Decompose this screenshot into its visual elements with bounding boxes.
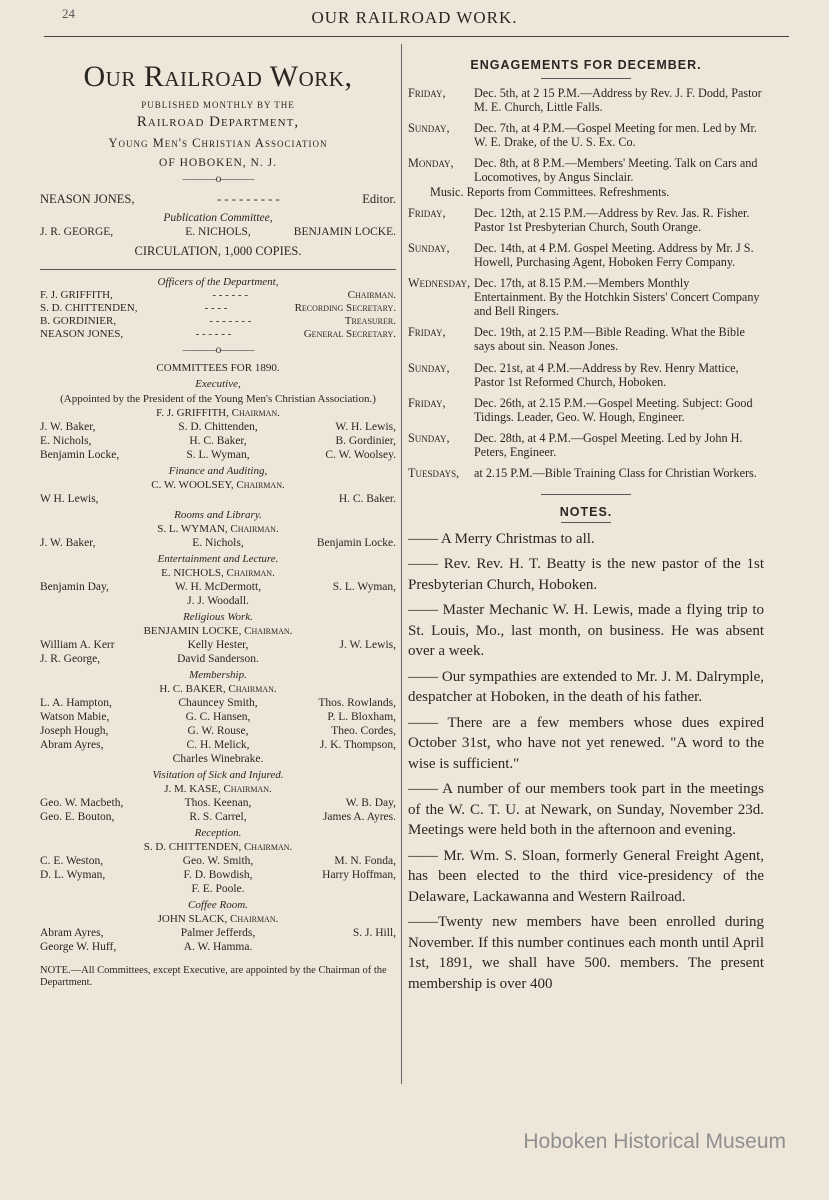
member-name bbox=[277, 653, 396, 665]
member-row bbox=[40, 449, 396, 461]
member-row bbox=[40, 883, 396, 895]
member-name: Geo. W. Smith, bbox=[182, 855, 254, 868]
member-name: Geo. E. Bouton, bbox=[40, 811, 115, 824]
executive-members bbox=[40, 421, 396, 461]
engagement-item bbox=[408, 86, 764, 114]
note-paragraph: —— There are a few members whose dues expired October 31st, who have not yet renewed. "A word to the wise is sufficient." bbox=[408, 714, 764, 772]
member-name: P. L. Bloxham, bbox=[327, 711, 397, 724]
member-name: Thos. Rowlands, bbox=[318, 697, 397, 710]
header-rule bbox=[44, 36, 789, 37]
membership-label: Membership. bbox=[189, 669, 247, 682]
officer-row bbox=[40, 302, 396, 314]
engagement-item bbox=[408, 431, 764, 459]
member-name bbox=[277, 941, 396, 953]
finance-members bbox=[40, 493, 396, 505]
member-name: J. W. Baker, bbox=[40, 421, 96, 434]
engagement-text: Dec. 21st, at 4 P.M.—Address by Rev. Henry Mattice, Pastor 1st Reformed Church, Hoboken. bbox=[474, 360, 739, 389]
member-row bbox=[40, 869, 396, 881]
member-name bbox=[40, 883, 159, 895]
member-name: Abram Ayres, bbox=[40, 927, 104, 940]
engagement-day: Tuesdays, bbox=[408, 465, 460, 480]
member-name: Harry Hoffman, bbox=[322, 869, 397, 882]
member-name: H. C. Baker, bbox=[189, 435, 247, 448]
member-name: C. W. Woolsey. bbox=[325, 449, 397, 462]
member-name: B. Gordinier, bbox=[335, 435, 397, 448]
engagement-text: Dec. 17th, at 8.15 P.M.—Members Monthly Entertainment. By the Hotchkin Sisters' Concert Company and Bell Ringers. bbox=[474, 276, 760, 319]
member-name: S. L. Wyman, bbox=[332, 581, 397, 594]
officer-role: Treasurer. bbox=[344, 315, 396, 327]
member-name: S. L. Wyman, bbox=[186, 449, 250, 462]
coffee-members bbox=[40, 927, 396, 953]
committees-note: NOTE.—All Committees, except Executive, are appointed by the Chairman of the Department. bbox=[40, 965, 387, 989]
engagement-item bbox=[408, 325, 764, 353]
member-name: Kelly Hester, bbox=[187, 639, 249, 652]
member-name bbox=[159, 493, 278, 505]
engagement-day: Monday, bbox=[408, 156, 454, 171]
editor-dashes: - - - - - - - - - bbox=[217, 192, 280, 206]
member-name: H. C. Baker. bbox=[338, 493, 397, 506]
engagement-item bbox=[408, 206, 764, 234]
religious-members bbox=[40, 639, 396, 665]
officer-role: Chairman. bbox=[347, 289, 396, 301]
editor-role: Editor. bbox=[362, 192, 396, 206]
membership-members bbox=[40, 697, 396, 765]
member-name: Watson Mabie, bbox=[40, 711, 110, 724]
member-name: James A. Ayres. bbox=[322, 811, 397, 824]
member-name: Thos. Keenan, bbox=[184, 797, 252, 810]
member-row bbox=[40, 581, 396, 593]
ornament-divider: ———o——— bbox=[182, 171, 254, 185]
engagement-day: Friday, bbox=[408, 395, 446, 410]
notes-heading: NOTES. bbox=[559, 504, 613, 519]
rooms-label: Rooms and Library. bbox=[174, 509, 262, 522]
member-name: G. C. Hansen, bbox=[185, 711, 251, 724]
engagement-day: Sunday, bbox=[408, 360, 450, 375]
publication-committee-label: Publication Committee, bbox=[163, 212, 273, 224]
member-name: W. H. McDermott, bbox=[174, 581, 262, 594]
officer-role: Recording Secretary. bbox=[294, 302, 396, 314]
officer-dashes: - - - - - - bbox=[195, 328, 232, 340]
member-row bbox=[40, 639, 396, 651]
association-name: Young Men's Christian Association bbox=[108, 136, 328, 150]
officer-dashes: - - - - bbox=[204, 302, 228, 314]
membership-chair: H. C. BAKER, Chairman. bbox=[159, 683, 277, 696]
section-rule bbox=[541, 78, 631, 79]
member-name: S. D. Chittenden, bbox=[178, 421, 258, 434]
member-name: J. J. Woodall. bbox=[187, 595, 249, 608]
city-line: OF HOBOKEN, N. J. bbox=[159, 157, 277, 169]
engagement-text: Dec. 19th, at 2.15 P.M—Bible Reading. What the Bible says about sin. Neason Jones. bbox=[474, 325, 745, 354]
committee-member: E. NICHOLS, bbox=[185, 226, 251, 238]
editor-line bbox=[40, 192, 396, 207]
executive-note: (Appointed by the President of the Young Men's Christian Association.) bbox=[60, 393, 376, 405]
member-name: F. D. Bowdish, bbox=[183, 869, 253, 882]
note-paragraph: —— Master Mechanic W. H. Lewis, made a flying trip to St. Louis, Mo., last month, on business. He was absent over a week. bbox=[408, 602, 764, 660]
member-name: C. E. Weston, bbox=[40, 855, 104, 868]
member-row bbox=[40, 653, 396, 665]
section-rule bbox=[561, 522, 611, 523]
reception-members bbox=[40, 855, 396, 895]
engagements-list bbox=[408, 86, 764, 480]
member-name: C. H. Melick, bbox=[186, 739, 250, 752]
member-name: Chauncey Smith, bbox=[178, 697, 258, 710]
left-column bbox=[40, 50, 396, 989]
engagement-day: Sunday, bbox=[408, 121, 450, 136]
member-name bbox=[277, 883, 396, 895]
right-column bbox=[408, 50, 764, 994]
publication-committee bbox=[40, 226, 396, 238]
engagement-day: Sunday, bbox=[408, 430, 450, 445]
member-name: Theo. Cordes, bbox=[331, 725, 397, 738]
member-row bbox=[40, 855, 396, 867]
member-name bbox=[40, 595, 159, 607]
officer-name: S. D. CHITTENDEN, bbox=[40, 302, 138, 314]
note-paragraph: —— Rev. Rev. H. T. Beatty is the new pastor of the 1st Presbyterian Church, Hoboken. bbox=[408, 556, 764, 593]
member-name: George W. Huff, bbox=[40, 941, 117, 954]
page-number: 24 bbox=[62, 6, 75, 21]
engagements-heading: ENGAGEMENTS FOR DECEMBER. bbox=[470, 58, 702, 72]
member-name bbox=[277, 595, 396, 607]
column-divider bbox=[401, 44, 402, 1084]
member-name: J. W. Baker, bbox=[40, 537, 96, 550]
member-name: Benjamin Locke, bbox=[40, 449, 120, 462]
engagement-item bbox=[408, 241, 764, 269]
coffee-label: Coffee Room. bbox=[188, 899, 248, 912]
committees-heading: COMMITTEES FOR 1890. bbox=[156, 362, 280, 374]
rooms-members bbox=[40, 537, 396, 549]
member-name: J. W. Lewis, bbox=[339, 639, 397, 652]
engagement-continuation: Music. Reports from Committees. Refreshments. bbox=[430, 185, 670, 200]
engagement-item bbox=[408, 396, 764, 424]
member-name: E. Nichols, bbox=[40, 435, 92, 448]
officer-row bbox=[40, 328, 396, 340]
section-rule bbox=[40, 269, 396, 270]
engagement-text: Dec. 28th, at 4 P.M.—Gospel Meeting. Led by John H. Peters, Engineer. bbox=[474, 430, 743, 459]
officer-name: NEASON JONES, bbox=[40, 328, 124, 340]
member-name: Joseph Hough, bbox=[40, 725, 109, 738]
note-paragraph: —— Our sympathies are extended to Mr. J. M. Dalrymple, despatcher at Hoboken, in the death of his father. bbox=[408, 668, 764, 706]
religious-chair: BENJAMIN LOCKE, Chairman. bbox=[143, 625, 293, 638]
member-name: David Sanderson. bbox=[177, 653, 259, 666]
member-row bbox=[40, 421, 396, 433]
department-name: Railroad Department, bbox=[136, 114, 300, 130]
member-row bbox=[40, 537, 396, 549]
officer-name: B. GORDINIER, bbox=[40, 315, 117, 327]
member-row bbox=[40, 725, 396, 737]
member-name: G. W. Rouse, bbox=[187, 725, 249, 738]
member-name: Benjamin Day, bbox=[40, 581, 109, 594]
member-name: William A. Kerr bbox=[40, 639, 115, 652]
engagement-item bbox=[408, 121, 764, 149]
member-name: A. W. Hamma. bbox=[183, 941, 253, 954]
member-row bbox=[40, 595, 396, 607]
member-row bbox=[40, 739, 396, 751]
officer-role: General Secretary. bbox=[303, 328, 396, 340]
engagement-text: at 2.15 P.M.—Bible Training Class for Christian Workers. bbox=[474, 465, 757, 480]
coffee-chair: JOHN SLACK, Chairman. bbox=[157, 913, 279, 926]
museum-watermark: Hoboken Historical Museum bbox=[523, 1130, 786, 1153]
member-name: Benjamin Locke. bbox=[316, 537, 397, 550]
member-row bbox=[40, 753, 396, 765]
member-row bbox=[40, 697, 396, 709]
member-row bbox=[40, 797, 396, 809]
reception-label: Reception. bbox=[194, 827, 242, 840]
member-name: Charles Winebrake. bbox=[172, 753, 264, 766]
religious-label: Religious Work. bbox=[183, 611, 253, 624]
engagement-day: Friday, bbox=[408, 206, 446, 221]
member-row bbox=[40, 811, 396, 823]
executive-label: Executive, bbox=[195, 378, 241, 390]
sick-chair: J. M. KASE, Chairman. bbox=[164, 783, 272, 796]
member-name: M. N. Fonda, bbox=[334, 855, 397, 868]
published-line: PUBLISHED MONTHLY BY THE bbox=[141, 100, 295, 110]
member-name: J. R. George, bbox=[40, 653, 101, 666]
finance-chair: C. W. WOOLSEY, Chairman. bbox=[151, 479, 285, 492]
sick-label: Visitation of Sick and Injured. bbox=[152, 769, 284, 782]
member-name: E. Nichols, bbox=[192, 537, 244, 550]
member-name: D. L. Wyman, bbox=[40, 869, 106, 882]
engagement-text: Dec. 14th, at 4 P.M. Gospel Meeting. Address by Mr. J S. Howell, Purchasing Agent, Hoboken Ferry Company. bbox=[474, 241, 754, 270]
running-head: OUR RAILROAD WORK. bbox=[311, 8, 518, 27]
note-paragraph: ——Twenty new members have been enrolled during November. If this number continues each month until April 1st, 1891, we shall have 500. members. The present membership is over 400 bbox=[408, 914, 764, 992]
engagement-item bbox=[408, 276, 764, 318]
entertainment-members bbox=[40, 581, 396, 607]
member-row bbox=[40, 927, 396, 939]
member-name: F. E. Poole. bbox=[191, 883, 245, 896]
officer-row bbox=[40, 289, 396, 301]
engagement-item bbox=[408, 156, 764, 184]
executive-chair: F. J. GRIFFITH, Chairman. bbox=[156, 407, 280, 420]
member-row bbox=[40, 941, 396, 953]
rooms-chair: S. L. WYMAN, Chairman. bbox=[157, 523, 279, 536]
reception-chair: S. D. CHITTENDEN, Chairman. bbox=[143, 841, 293, 854]
member-name: R. S. Carrel, bbox=[189, 811, 247, 824]
notes-list bbox=[408, 529, 764, 995]
engagement-text: Dec. 12th, at 2.15 P.M.—Address by Rev. Jas. R. Fisher. Pastor 1st Presbyterian Church, South Orange. bbox=[474, 206, 750, 235]
engagement-item bbox=[408, 361, 764, 389]
sick-members bbox=[40, 797, 396, 823]
note-paragraph: —— A number of our members took part in the meetings of the W. C. T. U. at Newark, on Sunday, November 23d. Meetings were held both in the afternoon and evening. bbox=[408, 781, 764, 839]
editor-name: NEASON JONES, bbox=[40, 192, 135, 206]
member-row bbox=[40, 493, 396, 505]
finance-label: Finance and Auditing, bbox=[168, 465, 268, 478]
member-name: S. J. Hill, bbox=[352, 927, 397, 940]
section-rule bbox=[541, 494, 631, 495]
member-row bbox=[40, 435, 396, 447]
engagement-day: Friday, bbox=[408, 86, 446, 100]
engagement-text: Dec. 8th, at 8 P.M.—Members' Meeting. Talk on Cars and Locomotives, by Angus Sinclair. bbox=[474, 156, 758, 185]
member-name: Geo. W. Macbeth, bbox=[40, 797, 124, 810]
member-name: W. H. Lewis, bbox=[335, 421, 397, 434]
member-row bbox=[40, 711, 396, 723]
officer-dashes: - - - - - - - bbox=[209, 315, 252, 327]
engagement-day: Friday, bbox=[408, 325, 446, 340]
member-name bbox=[277, 753, 396, 765]
engagement-day: Wednesday, bbox=[408, 276, 471, 291]
masthead-title: Our Railroad Work, bbox=[83, 60, 353, 93]
member-name: W H. Lewis, bbox=[40, 493, 99, 506]
member-name: Palmer Jefferds, bbox=[180, 927, 256, 940]
circulation: CIRCULATION, 1,000 COPIES. bbox=[134, 244, 302, 258]
engagement-text: Dec. 5th, at 2 15 P.M.—Address by Rev. J. F. Dodd, Pastor M. E. Church, Little Falls. bbox=[474, 86, 762, 115]
officer-row bbox=[40, 315, 396, 327]
entertainment-label: Entertainment and Lecture. bbox=[157, 553, 279, 566]
member-name: Abram Ayres, bbox=[40, 739, 104, 752]
note-paragraph: —— A Merry Christmas to all. bbox=[408, 530, 595, 547]
committee-member: J. R. GEORGE, bbox=[40, 226, 114, 238]
engagement-text: Dec. 26th, at 2.15 P.M.—Gospel Meeting. Subject: Good Tidings. Leader, Geo. W. Hough, Engineer. bbox=[474, 395, 753, 424]
member-name: L. A. Hampton, bbox=[40, 697, 112, 710]
member-name: J. K. Thompson, bbox=[319, 739, 397, 752]
note-paragraph: —— Mr. Wm. S. Sloan, formerly General Freight Agent, has been elected to the third vice-presidency of the Delaware, Lackawanna and Western Railroad. bbox=[408, 847, 764, 905]
member-name: W. B. Day, bbox=[345, 797, 397, 810]
officers-list bbox=[40, 289, 396, 340]
officers-heading: Officers of the Department, bbox=[157, 276, 279, 288]
officer-name: F. J. GRIFFITH, bbox=[40, 289, 113, 301]
engagement-item bbox=[408, 466, 764, 480]
engagement-day: Sunday, bbox=[408, 241, 450, 256]
entertainment-chair: E. NICHOLS, Chairman. bbox=[161, 567, 275, 580]
member-name bbox=[40, 753, 159, 765]
engagement-text: Dec. 7th, at 4 P.M.—Gospel Meeting for men. Led by Mr. W. E. Drake, of the U. S. Ex. Co. bbox=[474, 121, 757, 150]
officer-dashes: - - - - - - bbox=[212, 289, 249, 301]
ornament-divider: ———o——— bbox=[182, 342, 254, 356]
committee-member: BENJAMIN LOCKE. bbox=[293, 226, 397, 238]
